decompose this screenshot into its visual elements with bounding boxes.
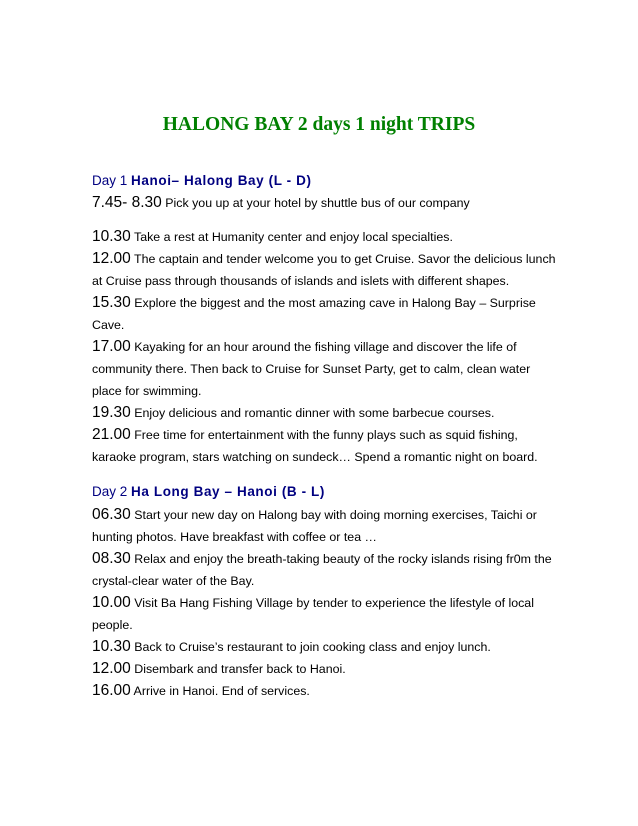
entry-text: Free time for entertainment with the funny plays such as squid fishing, [130,428,518,442]
entry-text-continued: place for swimming. [92,384,202,398]
entry-text: Explore the biggest and the most amazing cave in Halong Bay – Surprise [130,296,536,310]
entry-text: Back to Cruise’s restaurant to join cooking class and enjoy lunch. [130,640,491,654]
document-title: HALONG BAY 2 days 1 night TRIPS [162,114,476,135]
entry-text-continued: crystal-clear water of the Bay. [92,574,255,588]
entry-text: Start your new day on Halong bay with doing morning exercises, Taichi or [130,508,537,522]
day-2-label: Day 2 [92,484,128,499]
itinerary-entry [92,248,572,292]
entry-time: 16.00 [92,682,131,699]
itinerary-entry [92,336,572,402]
entry-time: 08.30 [92,550,131,567]
itinerary-entry [92,680,572,702]
day-2-heading [92,483,572,501]
itinerary-entry [92,592,572,636]
entry-text: The captain and tender welcome you to get Cruise. Savor the delicious lunch [130,252,556,266]
entry-text: Arrive in Hanoi. End of services. [130,684,310,698]
entry-text: Disembark and transfer back to Hanoi. [130,662,346,676]
entry-time: 7.45- 8.30 [92,194,162,211]
entry-text: Take a rest at Humanity center and enjoy local specialties. [130,230,453,244]
entry-time: 10.00 [92,594,131,611]
itinerary-entry [92,636,572,658]
entry-time: 06.30 [92,506,131,523]
itinerary-entry [92,226,572,248]
entry-time: 12.00 [92,660,131,677]
entry-text: Pick you up at your hotel by shuttle bus of our company [161,196,470,210]
entry-text-continued: at Cruise pass through thousands of islands and islets with different shapes. [92,274,510,288]
itinerary [92,172,572,702]
itinerary-entry [92,424,572,468]
entry-text: Enjoy delicious and romantic dinner with some barbecue courses. [130,406,495,420]
entry-text-continued: Cave. [92,318,125,332]
entry-time: 17.00 [92,338,131,355]
day-2-route: Ha Long Bay – Hanoi (B - L) [131,484,326,499]
day-1-heading [92,172,572,190]
entry-text: Kayaking for an hour around the fishing village and discover the life of [130,340,517,354]
itinerary-entry [92,402,572,424]
itinerary-entry [92,504,572,548]
entry-time: 10.30 [92,228,131,245]
entry-text-continued: people. [92,618,133,632]
entry-text-continued: hunting photos. Have breakfast with coffee or tea … [92,530,377,544]
day-1-label: Day 1 [92,173,128,188]
itinerary-entry [92,292,572,336]
entry-text: Relax and enjoy the breath-taking beauty of the rocky islands rising fr0m the [130,552,552,566]
entry-time: 21.00 [92,426,131,443]
entry-time: 19.30 [92,404,131,421]
itinerary-entry [92,548,572,592]
entry-text: Visit Ba Hang Fishing Village by tender to experience the lifestyle of local [130,596,534,610]
itinerary-entry [92,658,572,680]
entry-time: 15.30 [92,294,131,311]
entry-time: 10.30 [92,638,131,655]
entry-time: 12.00 [92,250,131,267]
itinerary-entry [92,192,572,214]
entry-text-continued: karaoke program, stars watching on sundeck… Spend a romantic night on board. [92,450,538,464]
day-1-route: Hanoi– Halong Bay (L - D) [131,173,312,188]
entry-text-continued: community there. Then back to Cruise for Sunset Party, get to calm, clean water [92,362,531,376]
